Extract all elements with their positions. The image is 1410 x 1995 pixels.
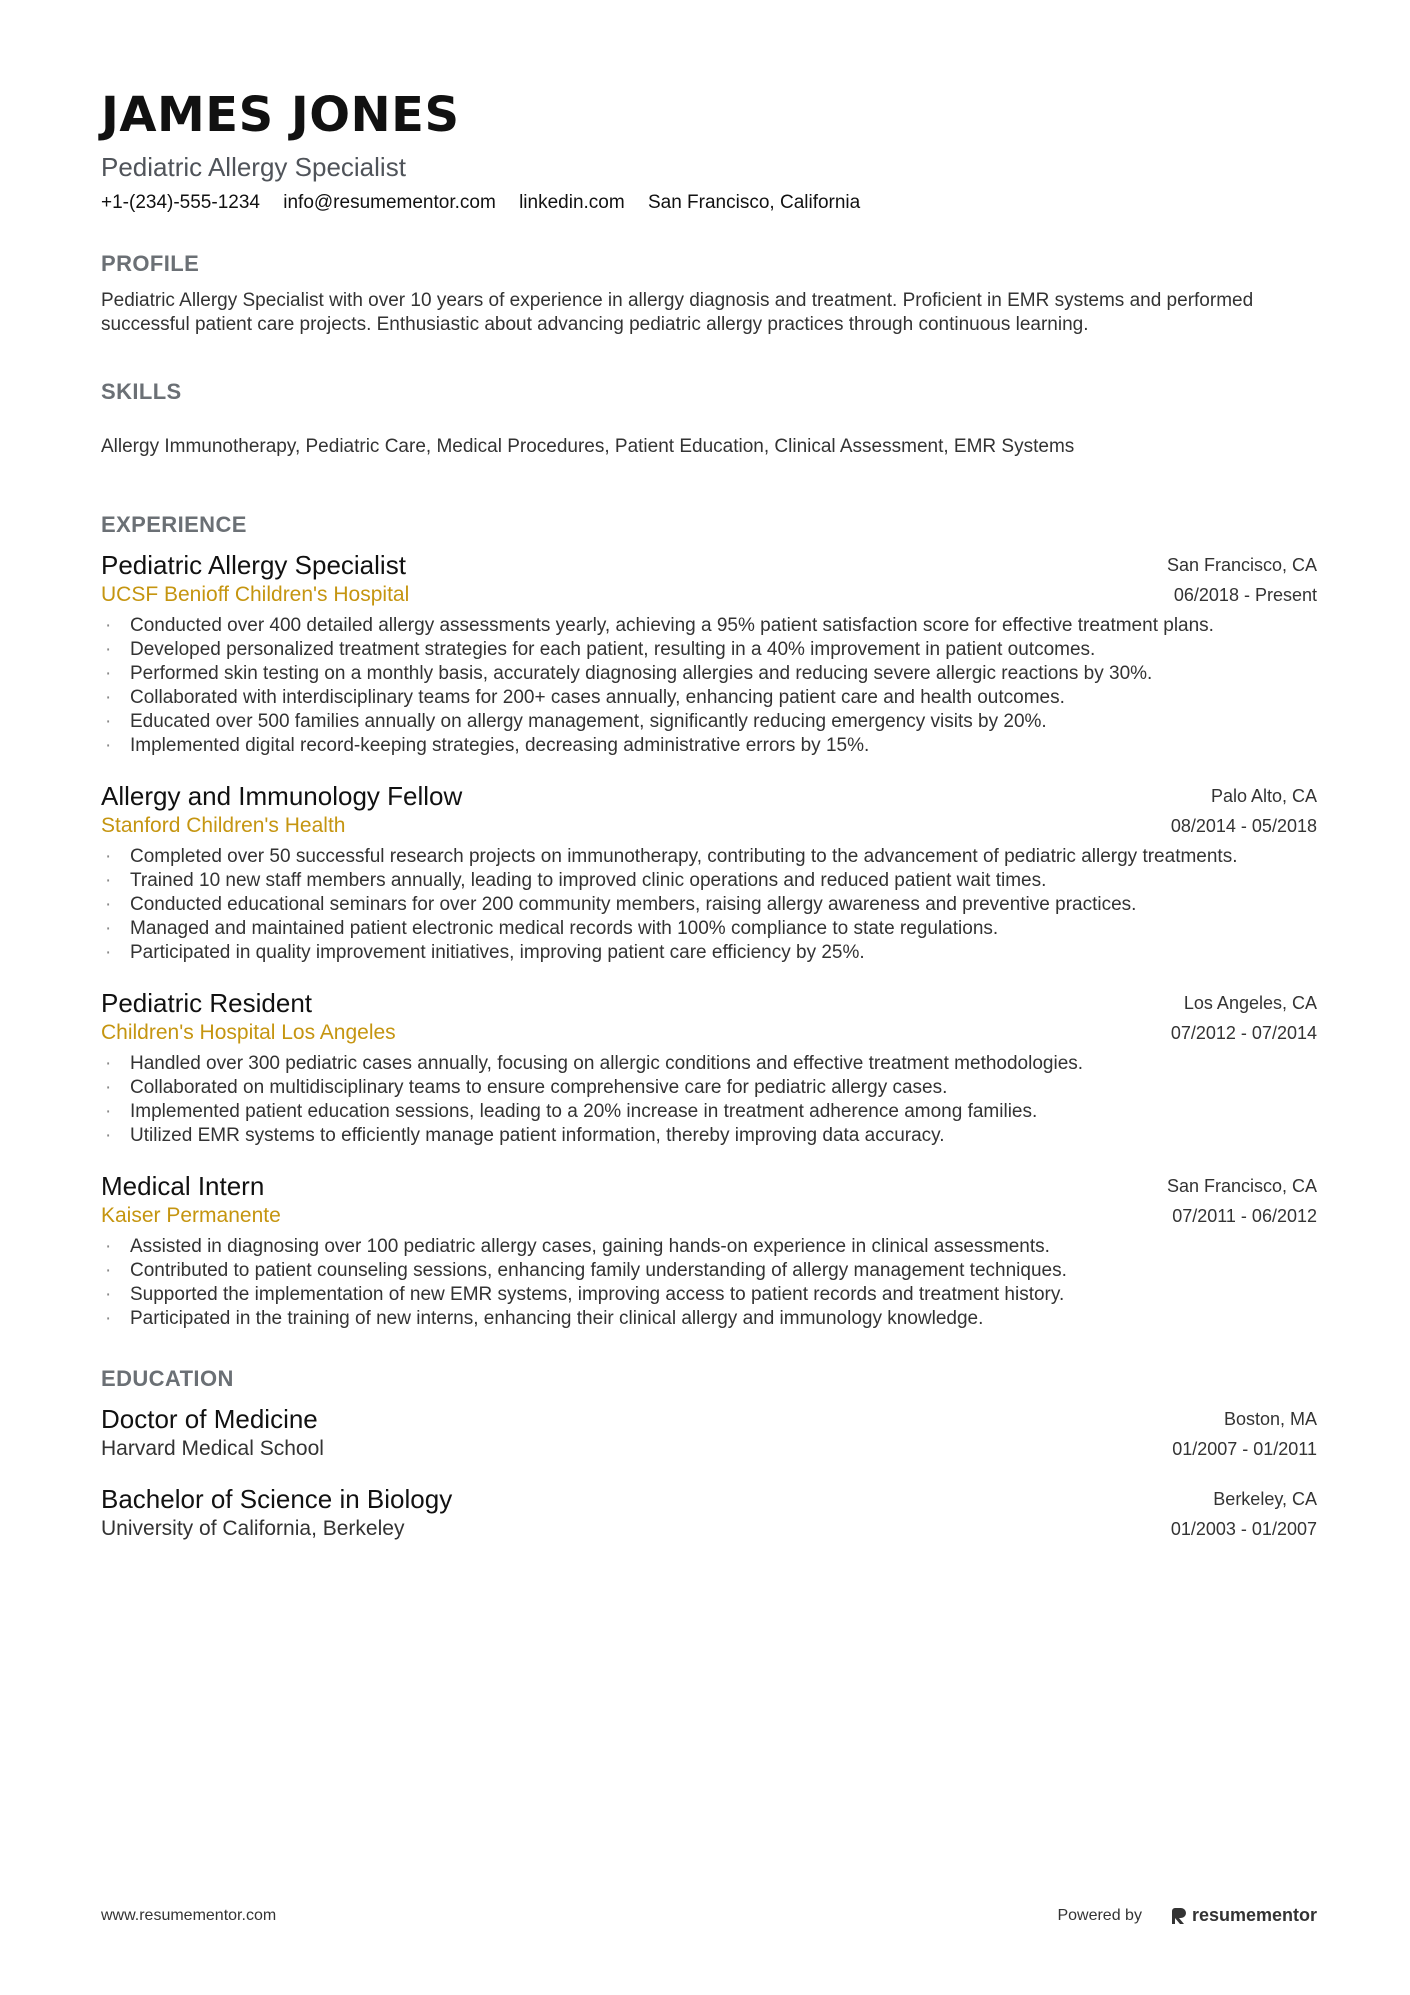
bullet-dot-icon: · <box>105 639 112 660</box>
bullet-dot-icon: · <box>105 687 112 708</box>
job-dates: 06/2018 - Present <box>1173 585 1317 605</box>
job-bullet-text: Contributed to patient counseling sessions, enhancing family understanding of allergy management techniques. <box>130 1260 1067 1281</box>
education-entry <box>101 1404 1317 1464</box>
job-left <box>101 781 462 841</box>
job-entry <box>101 1171 1317 1331</box>
job-bullets <box>101 614 1317 758</box>
job-meta <box>1171 781 1317 841</box>
job-header <box>101 1171 1317 1231</box>
job-bullet-text: Collaborated with interdisciplinary teams for 200+ cases annually, enhancing patient care and health outcomes. <box>130 687 1065 708</box>
footer-url[interactable]: www.resumementor.com <box>101 1906 277 1924</box>
bullet-dot-icon: · <box>105 1236 112 1257</box>
bullet-dot-icon: · <box>105 1077 112 1098</box>
job-bullet <box>101 614 1317 638</box>
bullet-dot-icon: · <box>105 918 112 939</box>
job-company: UCSF Benioff Children's Hospital <box>101 583 410 606</box>
experience-section <box>101 510 1317 1331</box>
job-bullet <box>101 1124 1317 1148</box>
bullet-dot-icon: · <box>105 942 112 963</box>
section-heading-skills: SKILLS <box>101 379 182 404</box>
brand-logo[interactable] <box>1172 1905 1317 1926</box>
job-meta <box>1171 988 1317 1048</box>
profile-text: Pediatric Allergy Specialist with over 10 years of experience in allergy diagnosis and treatment. Proficient in EMR systems and performed successful patient care projects. Enthusiastic about advancing pediatric allergy practices through continuous learning. <box>101 290 1254 335</box>
profile-section <box>101 249 1317 337</box>
job-title: Pediatric Resident <box>101 988 312 1018</box>
job-bullet <box>101 869 1317 893</box>
job-dates: 07/2012 - 07/2014 <box>1170 1023 1317 1043</box>
job-bullets <box>101 845 1317 965</box>
education-dates: 01/2007 - 01/2011 <box>1172 1439 1317 1459</box>
section-heading-profile: PROFILE <box>101 251 200 276</box>
job-location: San Francisco, CA <box>1166 555 1317 575</box>
education-meta <box>1171 1484 1317 1544</box>
bullet-dot-icon: · <box>105 1053 112 1074</box>
job-bullet-text: Educated over 500 families annually on allergy management, significantly reducing emergency visits by 20%. <box>130 711 1047 732</box>
job-dates: 07/2011 - 06/2012 <box>1172 1206 1317 1226</box>
bullet-dot-icon: · <box>105 1284 112 1305</box>
contact-location: San Francisco, California <box>647 192 861 213</box>
job-title: Pediatric Allergy Specialist <box>101 550 406 580</box>
resume-content <box>101 80 1317 1564</box>
education-degree: Bachelor of Science in Biology <box>101 1484 453 1514</box>
job-bullet <box>101 734 1317 758</box>
bullet-dot-icon: · <box>105 1260 112 1281</box>
contact-linkedin: linkedin.com <box>519 192 625 213</box>
resume-header <box>101 80 1317 217</box>
job-bullet-text: Collaborated on multidisciplinary teams to ensure comprehensive care for pediatric allergy cases. <box>130 1077 948 1098</box>
skills-section <box>101 377 1317 459</box>
job-company: Children's Hospital Los Angeles <box>101 1021 396 1044</box>
bullet-dot-icon: · <box>105 894 112 915</box>
education-section <box>101 1364 1317 1544</box>
job-bullet-text: Participated in quality improvement initiatives, improving patient care efficiency by 25%. <box>130 942 865 963</box>
education-degree: Doctor of Medicine <box>101 1404 318 1434</box>
job-bullet-text: Participated in the training of new interns, enhancing their clinical allergy and immunology knowledge. <box>130 1308 984 1329</box>
job-bullets <box>101 1235 1317 1331</box>
job-entry <box>101 550 1317 758</box>
job-left <box>101 550 409 610</box>
candidate-name: JAMES JONES <box>101 87 460 143</box>
page-footer <box>101 1905 1317 1926</box>
candidate-title: Pediatric Allergy Specialist <box>101 152 406 182</box>
job-bullet <box>101 845 1317 869</box>
job-header <box>101 781 1317 841</box>
bullet-dot-icon: · <box>105 870 112 891</box>
job-bullet-text: Managed and maintained patient electronic medical records with 100% compliance to state regulations. <box>130 918 999 939</box>
bullet-dot-icon: · <box>105 1125 112 1146</box>
contact-line <box>101 189 1317 217</box>
bullet-dot-icon: · <box>105 711 112 732</box>
job-bullet-text: Developed personalized treatment strategies for each patient, resulting in a 40% improvement in patient outcomes. <box>130 639 1096 660</box>
section-heading-education: EDUCATION <box>101 1366 234 1391</box>
job-bullet-text: Performed skin testing on a monthly basis, accurately diagnosing allergies and reducing severe allergic reactions by 30%. <box>130 663 1153 684</box>
education-header <box>101 1404 1317 1464</box>
job-list <box>101 550 1317 1331</box>
job-title: Medical Intern <box>101 1171 265 1201</box>
job-bullets <box>101 1052 1317 1148</box>
job-location: Palo Alto, CA <box>1210 786 1317 806</box>
job-entry <box>101 988 1317 1148</box>
job-title: Allergy and Immunology Fellow <box>101 781 463 811</box>
contact-phone: +1-(234)-555-1234 <box>101 192 260 213</box>
education-school: Harvard Medical School <box>101 1437 324 1460</box>
job-bullet-text: Assisted in diagnosing over 100 pediatric allergy cases, gaining hands-on experience in clinical assessments. <box>130 1236 1050 1257</box>
job-bullet <box>101 893 1317 917</box>
job-bullet <box>101 662 1317 686</box>
job-bullet <box>101 638 1317 662</box>
bullet-dot-icon: · <box>105 1101 112 1122</box>
job-meta <box>1167 1171 1317 1231</box>
job-bullet-text: Trained 10 new staff members annually, leading to improved clinic operations and reduced patient wait times. <box>130 870 1047 891</box>
section-heading-experience: EXPERIENCE <box>101 512 247 537</box>
job-meta <box>1167 550 1317 610</box>
job-header <box>101 988 1317 1048</box>
job-bullet-text: Supported the implementation of new EMR systems, improving access to patient records and treatment history. <box>130 1284 1065 1305</box>
education-meta <box>1172 1404 1317 1464</box>
bullet-dot-icon: · <box>105 663 112 684</box>
powered-by-label: Powered by <box>1057 1906 1142 1924</box>
skills-text: Allergy Immunotherapy, Pediatric Care, Medical Procedures, Patient Education, Clinical Assessment, EMR Systems <box>101 436 1075 457</box>
job-left <box>101 1171 281 1231</box>
education-location: Boston, MA <box>1223 1409 1317 1429</box>
job-location: Los Angeles, CA <box>1183 993 1317 1013</box>
education-list <box>101 1404 1317 1544</box>
brand-name: resumementor <box>1191 1905 1317 1925</box>
footer-brand <box>1057 1905 1317 1926</box>
education-header <box>101 1484 1317 1544</box>
job-bullet <box>101 1076 1317 1100</box>
job-bullet-text: Implemented digital record-keeping strategies, decreasing administrative errors by 15%. <box>130 735 870 756</box>
job-bullet-text: Conducted educational seminars for over 200 community members, raising allergy awareness and preventive practices. <box>130 894 1137 915</box>
education-entry <box>101 1484 1317 1544</box>
job-bullet <box>101 686 1317 710</box>
job-bullet <box>101 710 1317 734</box>
job-company: Kaiser Permanente <box>101 1204 281 1227</box>
education-location: Berkeley, CA <box>1213 1489 1317 1509</box>
job-bullet-text: Handled over 300 pediatric cases annually, focusing on allergic conditions and effective treatment methodologies. <box>130 1053 1084 1074</box>
job-bullet <box>101 941 1317 965</box>
job-bullet-text: Conducted over 400 detailed allergy assessments yearly, achieving a 95% patient satisfaction score for effective treatment plans. <box>130 615 1214 636</box>
resumementor-logo-icon <box>1172 1906 1188 1926</box>
job-bullet-text: Implemented patient education sessions, leading to a 20% increase in treatment adherence among families. <box>130 1101 1038 1122</box>
job-bullet-text: Completed over 50 successful research projects on immunotherapy, contributing to the advancement of pediatric allergy treatments. <box>130 846 1238 867</box>
job-company: Stanford Children's Health <box>101 814 346 837</box>
job-bullet <box>101 917 1317 941</box>
education-school: University of California, Berkeley <box>101 1517 405 1540</box>
job-bullet <box>101 1307 1317 1331</box>
job-location: San Francisco, CA <box>1166 1176 1317 1196</box>
job-bullet <box>101 1259 1317 1283</box>
education-left <box>101 1404 324 1464</box>
job-bullet <box>101 1283 1317 1307</box>
job-dates: 08/2014 - 05/2018 <box>1170 816 1317 836</box>
job-entry <box>101 781 1317 965</box>
job-bullet-text: Utilized EMR systems to efficiently manage patient information, thereby improving data accuracy. <box>130 1125 945 1146</box>
job-left <box>101 988 396 1048</box>
job-bullet <box>101 1100 1317 1124</box>
education-left <box>101 1484 452 1544</box>
bullet-dot-icon: · <box>105 846 112 867</box>
bullet-dot-icon: · <box>105 615 112 636</box>
job-bullet <box>101 1052 1317 1076</box>
bullet-dot-icon: · <box>105 1308 112 1329</box>
job-header <box>101 550 1317 610</box>
job-bullet <box>101 1235 1317 1259</box>
education-dates: 01/2003 - 01/2007 <box>1170 1519 1317 1539</box>
bullet-dot-icon: · <box>105 735 112 756</box>
contact-email: info@resumementor.com <box>283 192 496 213</box>
